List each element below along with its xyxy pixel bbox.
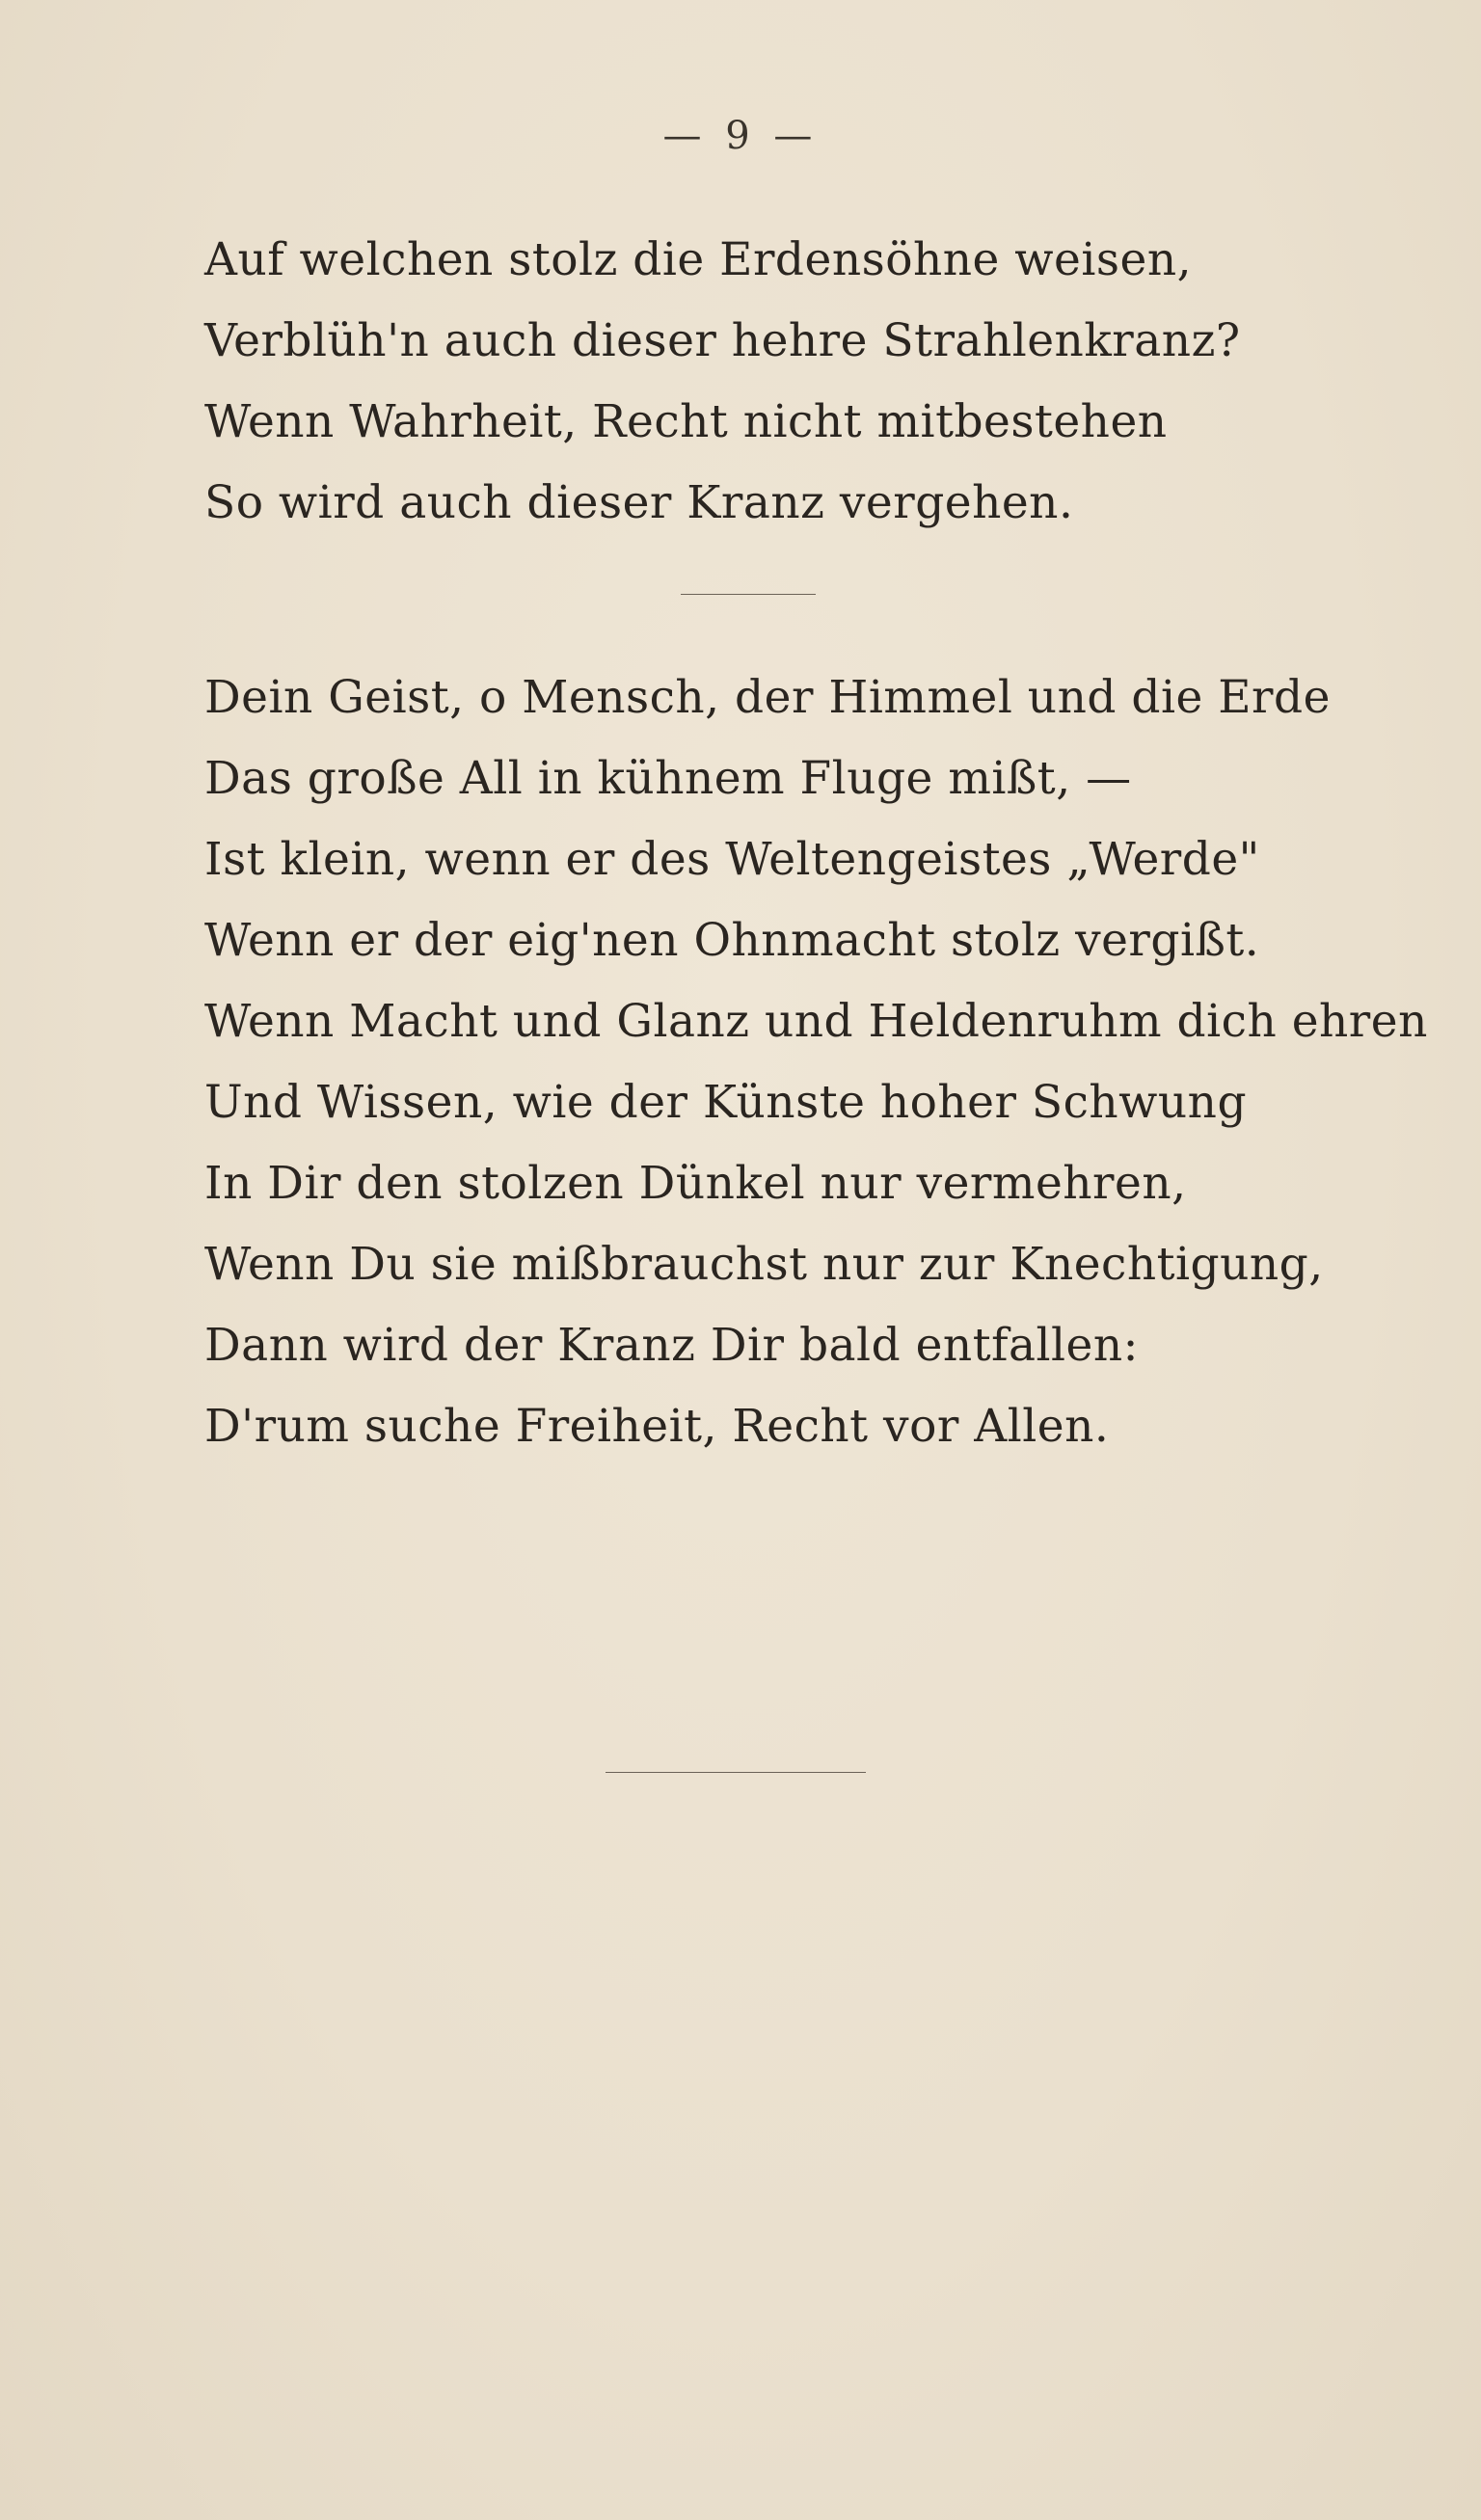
stanza-1 bbox=[204, 220, 1361, 544]
verse-line: Dann wird der Kranz Dir bald entfallen: bbox=[204, 1319, 1139, 1372]
verse-line: D'rum suche Freiheit, Recht vor Allen. bbox=[204, 1400, 1110, 1453]
verse-line: In Dir den stolzen Dünkel nur vermehren, bbox=[204, 1157, 1187, 1210]
verse-line: Wenn Macht und Glanz und Heldenruhm dich ehren bbox=[204, 995, 1428, 1048]
stanza-2 bbox=[204, 657, 1428, 1467]
verse-line: Das große All in kühnem Fluge mißt, — bbox=[204, 752, 1132, 805]
page-number: — 9 — bbox=[662, 114, 819, 158]
verse-line: Und Wissen, wie der Künste hoher Schwung bbox=[204, 1076, 1248, 1129]
section-divider bbox=[681, 594, 816, 595]
verse-line: Ist klein, wenn er des Weltengeistes „Werde" bbox=[204, 833, 1260, 886]
verse-line: Wenn Wahrheit, Recht nicht mitbestehen bbox=[204, 395, 1168, 448]
end-divider bbox=[606, 1772, 866, 1773]
verse-line: Wenn er der eig'nen Ohnmacht stolz vergißt. bbox=[204, 914, 1260, 967]
verse-line: Wenn Du sie mißbrauchst nur zur Knechtigung, bbox=[204, 1238, 1324, 1291]
verse-line: Auf welchen stolz die Erdensöhne weisen, bbox=[204, 233, 1193, 286]
verse-line: Dein Geist, o Mensch, der Himmel und die Erde bbox=[204, 671, 1331, 724]
verse-line: Verblüh'n auch dieser hehre Strahlenkranz? bbox=[204, 314, 1241, 367]
verse-line: So wird auch dieser Kranz vergehen. bbox=[204, 476, 1074, 529]
